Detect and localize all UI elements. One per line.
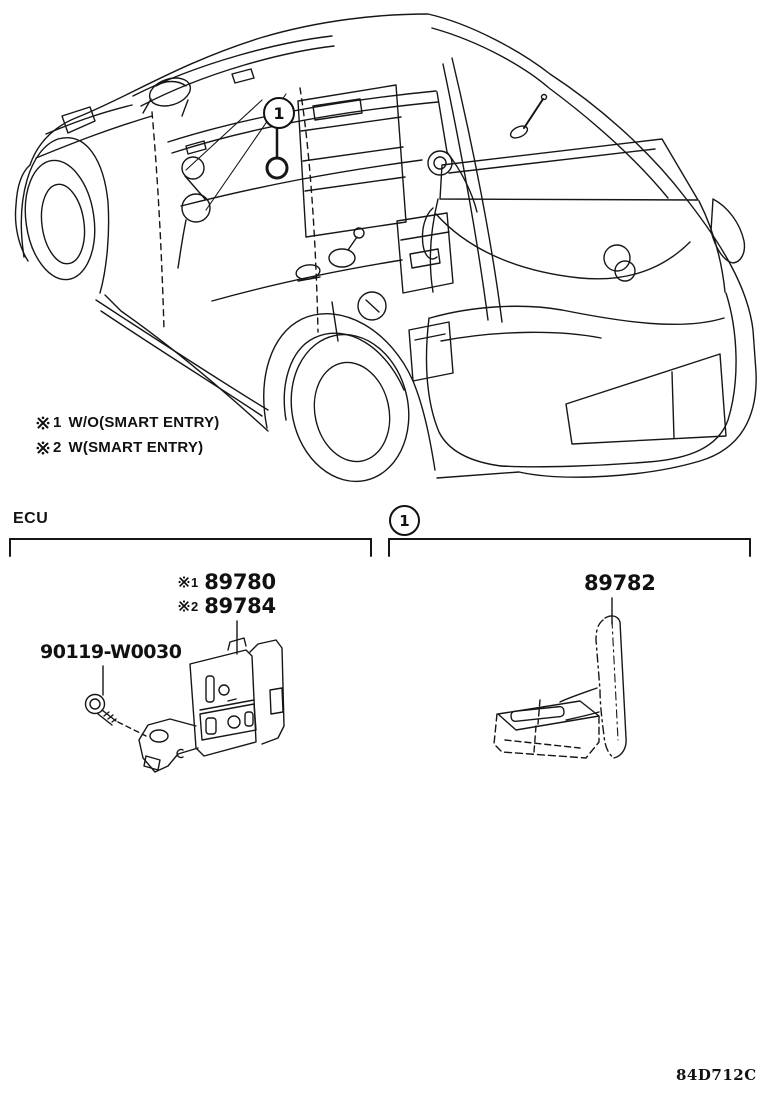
mounting-bracket-drawing xyxy=(139,719,198,772)
section-bracket-left xyxy=(10,539,371,556)
door-mirror xyxy=(143,73,194,116)
amplifier-part-drawing xyxy=(494,598,626,758)
diagram-code: 84D712C xyxy=(676,1066,757,1084)
callout-1-car xyxy=(263,97,295,129)
reference-mark-icon xyxy=(178,576,190,588)
section-label-ecu: ECU xyxy=(13,510,49,527)
headlight xyxy=(62,107,95,133)
rear-bumper xyxy=(426,293,736,467)
screw-part-number: 90119-W0030 xyxy=(40,641,182,663)
part-label-row xyxy=(178,570,276,594)
ecu-part-labels xyxy=(178,570,276,618)
fuel-door xyxy=(358,292,386,320)
footnote-2 xyxy=(36,439,203,456)
part-number: 89780 xyxy=(204,570,276,594)
reference-mark-icon xyxy=(36,416,50,430)
footnote-text: W(SMART ENTRY) xyxy=(68,439,204,456)
door-handle xyxy=(295,263,321,281)
part-label-row xyxy=(178,594,276,618)
footnote-1 xyxy=(36,414,220,431)
footnote-ref-num: 1 xyxy=(53,414,62,431)
variant-num: 2 xyxy=(191,598,199,614)
dashboard xyxy=(168,85,477,381)
rear-hatch xyxy=(422,139,744,292)
callout-number: 1 xyxy=(273,103,285,123)
callout-1-section xyxy=(389,505,420,536)
install-location-marker xyxy=(267,125,287,178)
part-number: 89784 xyxy=(204,594,276,618)
reference-mark-icon xyxy=(178,600,190,612)
variant-ref xyxy=(178,599,198,614)
emblem xyxy=(604,245,630,271)
footnote-text: W/O(SMART ENTRY) xyxy=(68,414,220,431)
section-bracket-right xyxy=(389,539,750,556)
variant-num: 1 xyxy=(191,574,199,590)
callout-number: 1 xyxy=(399,511,410,530)
footnote-ref-num: 2 xyxy=(53,439,62,456)
variant-ref xyxy=(178,575,198,590)
roof-antenna xyxy=(509,95,547,141)
screw-drawing xyxy=(86,666,147,736)
reference-mark-icon xyxy=(36,441,50,455)
amplifier-part-number: 89782 xyxy=(584,571,656,595)
